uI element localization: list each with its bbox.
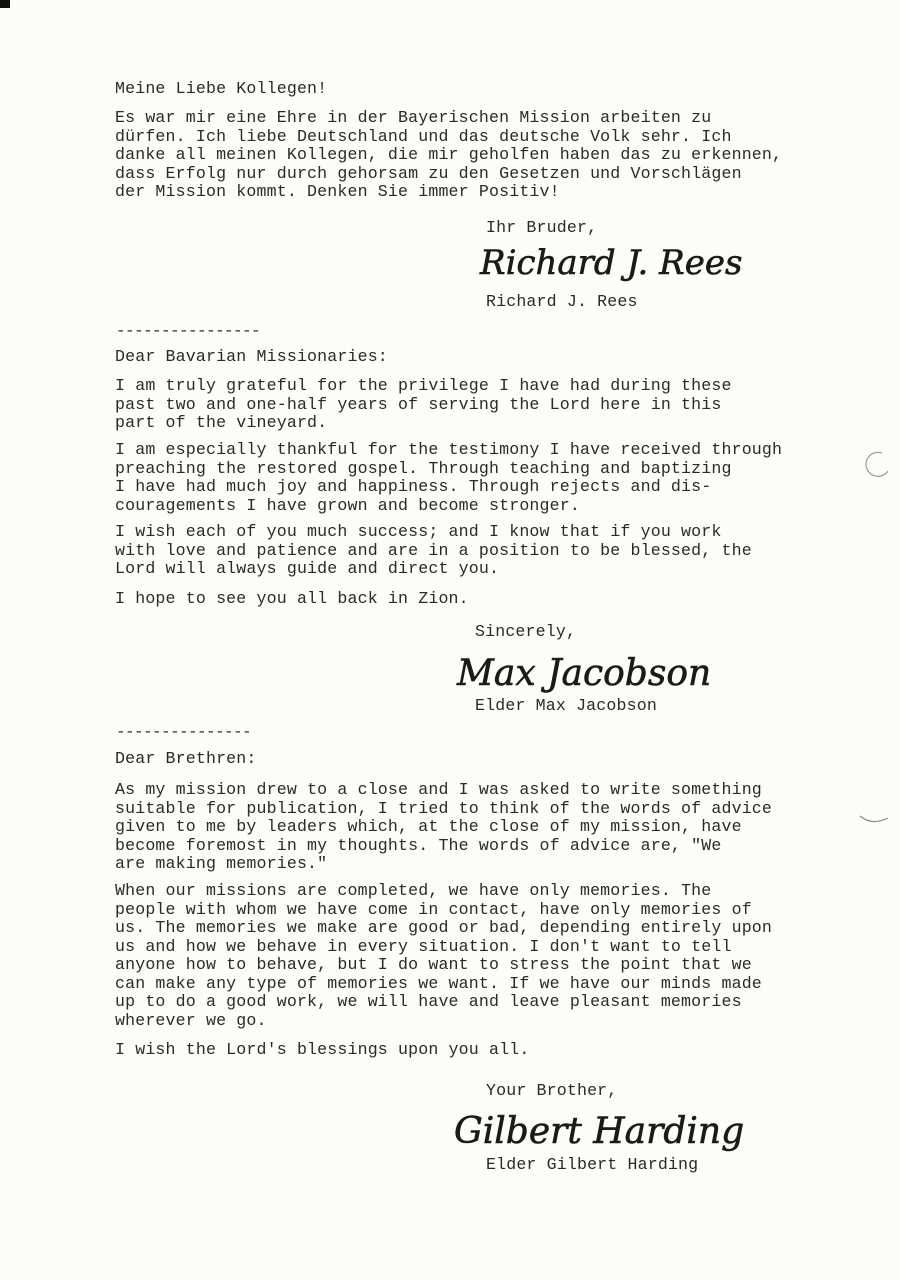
separator-2: --------------- (116, 723, 252, 741)
letter2-line: couragements I have grown and become stronger. (115, 495, 580, 515)
letter3-line: are making memories." (115, 854, 328, 873)
letter1-signature-text: Richard J. Rees (480, 243, 743, 283)
scan-corner-mark (0, 0, 10, 8)
letter1-line: der Mission kommt. Denken Sie immer Positiv! (115, 182, 560, 201)
letter3-line: us. The memories we make are good or bad, depending entirely upon (115, 918, 773, 937)
letter1-closing: Ihr Bruder, (486, 218, 598, 237)
letter3-line: us and how we behave in every situation. I don't want to tell (115, 936, 732, 956)
separator-1: ---------------- (116, 322, 261, 340)
letter3-line: become foremost in my thoughts. The words of advice are, "We (115, 835, 722, 855)
letter3-line: wherever we go. (115, 1010, 267, 1030)
letter3-paragraph (115, 882, 875, 1030)
letter2-line: preaching the restored gospel. Through teaching and baptizing (115, 458, 732, 478)
letter1-salutation: Meine Liebe Kollegen! (115, 79, 328, 98)
letter2-line: I am especially thankful for the testimony I have received through (115, 440, 783, 459)
letter2-closing: Sincerely, (475, 622, 577, 641)
letter3-closing: Your Brother, (486, 1081, 618, 1100)
letter1-line: dass Erfolg nur durch gehorsam zu den Gesetzen und Vorschlägen (115, 163, 742, 183)
letter1-line: dürfen. Ich liebe Deutschland und das deutsche Volk sehr. Ich (115, 126, 732, 146)
letter3-name: Elder Gilbert Harding (486, 1155, 699, 1174)
letter3-line: people with whom we have come in contact, have only memories of (115, 899, 752, 919)
letter2-paragraph (115, 523, 875, 579)
letter2-line: I hope to see you all back in Zion. (115, 589, 469, 608)
letter3-line: up to do a good work, we will have and leave pleasant memories (115, 992, 742, 1011)
margin-tick-mark (858, 812, 892, 833)
letter2-salutation: Dear Bavarian Missionaries: (115, 347, 388, 366)
letter3-paragraph (115, 1041, 875, 1060)
letter2-line: with love and patience and are in a position to be blessed, the (115, 540, 752, 560)
letter1-line: Es war mir eine Ehre in der Bayerischen Mission arbeiten zu (115, 108, 712, 127)
letter3-line: I wish the Lord's blessings upon you all. (115, 1040, 530, 1059)
letter3-salutation: Dear Brethren: (115, 749, 257, 768)
letter3-line: can make any type of memories we want. If we have our minds made (115, 973, 762, 993)
letter1-line: danke all meinen Kollegen, die mir geholfen haben das zu erkennen, (115, 145, 783, 164)
letter3-line: suitable for publication, I tried to think of the words of advice (115, 798, 773, 818)
letter2-paragraph (115, 377, 875, 433)
letter3-line: given to me by leaders which, at the close of my mission, have (115, 817, 742, 836)
letter2-paragraph (115, 590, 875, 609)
letter1-name: Richard J. Rees (486, 292, 638, 311)
letter3-line: anyone how to behave, but I do want to stress the point that we (115, 955, 752, 974)
margin-circle-mark (862, 450, 892, 485)
letter2-line: I am truly grateful for the privilege I have had during these (115, 376, 732, 395)
letter2-line: part of the vineyard. (115, 413, 328, 432)
letter3-line: As my mission drew to a close and I was asked to write something (115, 780, 762, 799)
letter2-paragraph (115, 441, 875, 515)
letter1-body (115, 109, 875, 202)
letter2-line: past two and one-half years of serving the Lord here in this (115, 394, 722, 414)
letter3-line: When our missions are completed, we have only memories. The (115, 881, 712, 900)
letter2-signature-text: Max Jacobson (457, 653, 712, 694)
letter2-line: I have had much joy and happiness. Through rejects and dis- (115, 477, 712, 496)
letter3-signature-text: Gilbert Harding (454, 1111, 745, 1152)
letter2-name: Elder Max Jacobson (475, 696, 657, 715)
letter2-line: I wish each of you much success; and I know that if you work (115, 522, 722, 541)
letter3-paragraph (115, 781, 875, 874)
letter2-line: Lord will always guide and direct you. (115, 559, 500, 578)
